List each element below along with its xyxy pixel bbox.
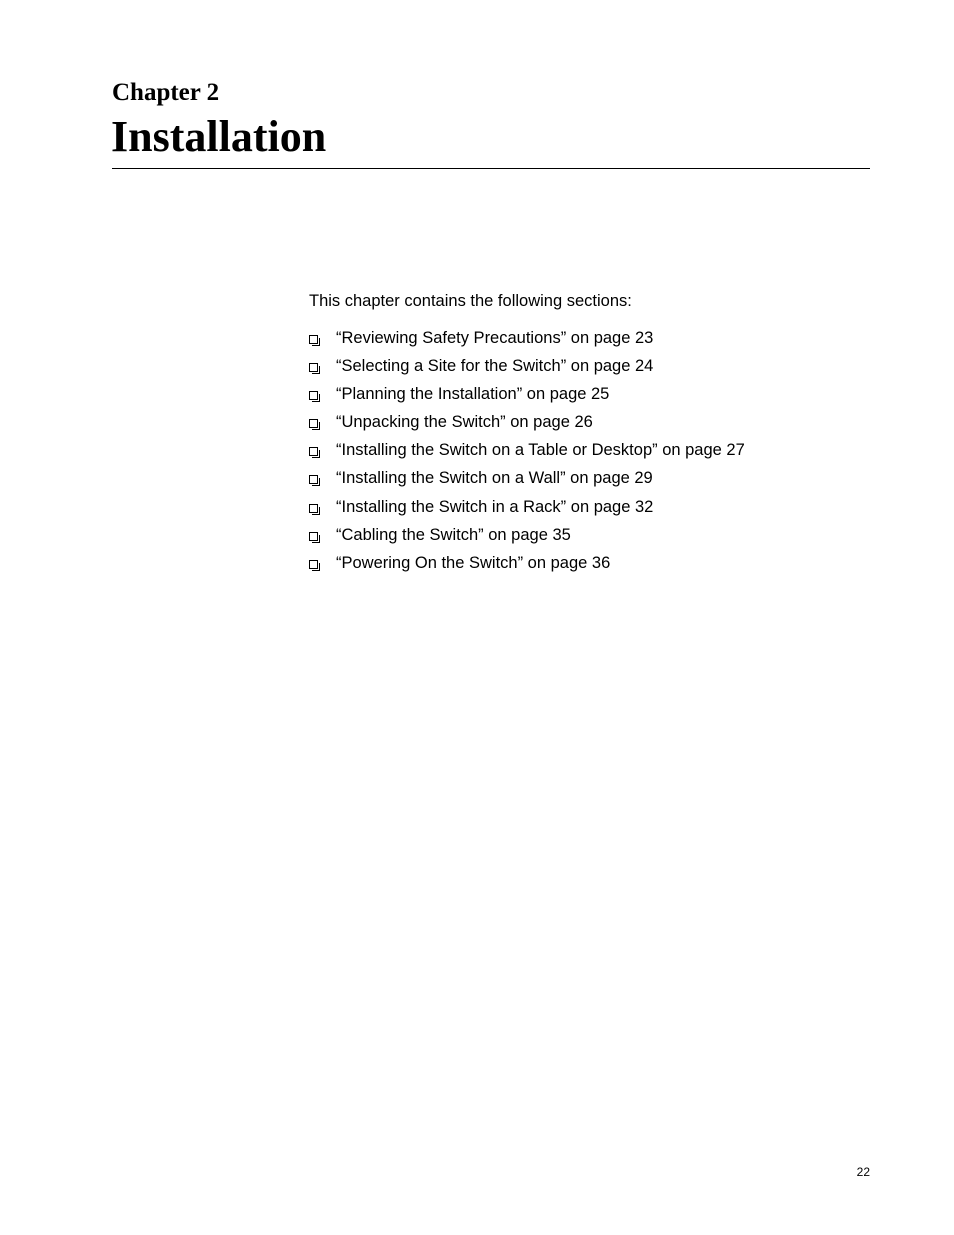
section-link[interactable]: “Reviewing Safety Precautions” on page 23 — [336, 329, 654, 347]
section-list — [309, 327, 745, 580]
intro-text: This chapter contains the following sections: — [309, 292, 632, 310]
checkbox-bullet-icon — [309, 363, 318, 372]
checkbox-bullet-icon — [309, 532, 318, 541]
chapter-title: Installation — [111, 112, 327, 161]
checkbox-bullet-icon — [309, 391, 318, 400]
list-item — [309, 355, 745, 383]
list-item — [309, 383, 745, 411]
section-link[interactable]: “Installing the Switch in a Rack” on page 32 — [336, 497, 654, 516]
checkbox-bullet-icon — [309, 504, 318, 513]
section-link[interactable]: “Installing the Switch on a Table or Desktop” on page 27 — [336, 441, 745, 460]
section-link[interactable]: “Powering On the Switch” on page 36 — [336, 553, 611, 572]
list-item — [309, 552, 745, 580]
section-link[interactable]: “Cabling the Switch” on page 35 — [336, 525, 571, 544]
checkbox-bullet-icon — [309, 560, 318, 569]
checkbox-bullet-icon — [309, 447, 318, 456]
list-item — [309, 439, 745, 467]
list-item — [309, 467, 745, 495]
page-number: 22 — [856, 1165, 870, 1179]
section-link[interactable]: “Installing the Switch on a Wall” on page 29 — [336, 469, 653, 488]
section-link[interactable]: “Planning the Installation” on page 25 — [336, 385, 610, 404]
chapter-label: Chapter 2 — [112, 79, 220, 106]
list-item — [309, 524, 745, 552]
section-link[interactable]: “Unpacking the Switch” on page 26 — [336, 413, 593, 432]
checkbox-bullet-icon — [309, 335, 318, 344]
list-item — [309, 327, 745, 355]
list-item — [309, 496, 745, 524]
checkbox-bullet-icon — [309, 419, 318, 428]
title-divider — [112, 168, 870, 169]
section-link[interactable]: “Selecting a Site for the Switch” on page 24 — [336, 357, 654, 376]
list-item — [309, 411, 745, 439]
checkbox-bullet-icon — [309, 475, 318, 484]
